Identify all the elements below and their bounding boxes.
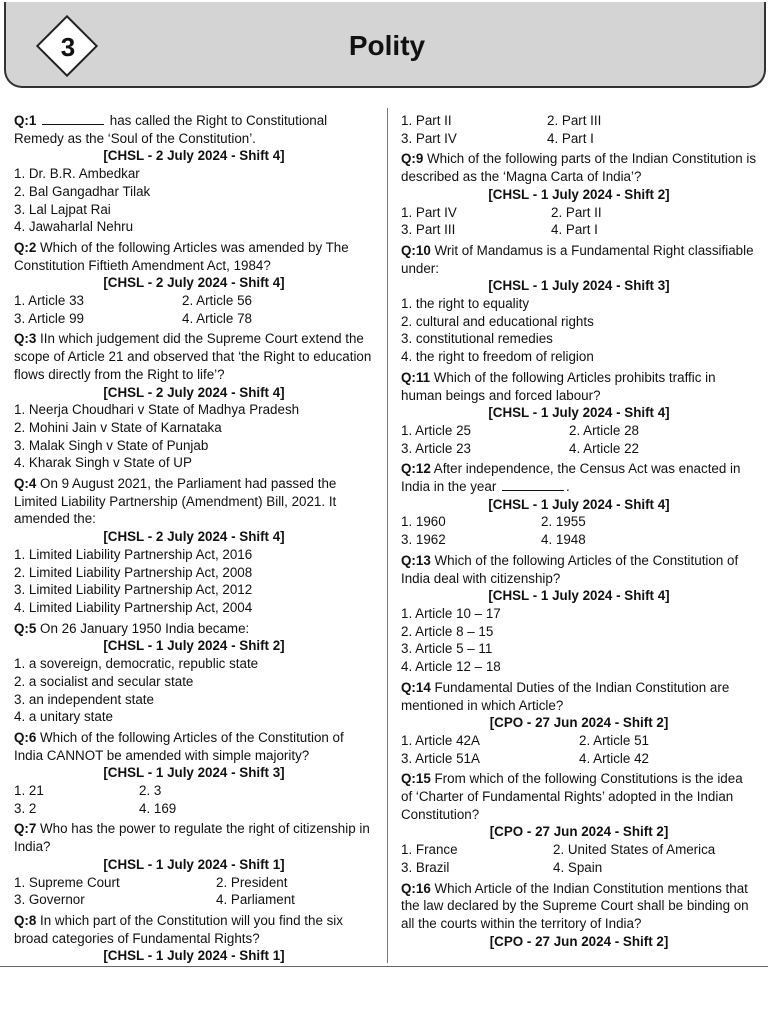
option-row	[401, 221, 757, 239]
exam-tag: [CHSL - 1 July 2024 - Shift 3]	[103, 765, 285, 781]
exam-tag: [CHSL - 2 July 2024 - Shift 4]	[103, 275, 285, 291]
answer-blank	[502, 481, 564, 491]
option: 1. the right to equality	[401, 296, 530, 312]
option: 3. 1962	[401, 532, 446, 548]
option: 3. Article 99	[14, 310, 84, 326]
question-text: Q:8 In which part of the Constitution will you find the six broad categories of Fundamental Rights?	[14, 912, 343, 946]
option: 2. Article 51	[579, 732, 649, 748]
exam-tag: [CHSL - 1 July 2024 - Shift 1]	[103, 856, 285, 872]
question-text: Q:14 Fundamental Duties of the Indian Constitution are mentioned in which Article?	[401, 679, 730, 713]
answer-blank	[42, 115, 104, 125]
option: 4. Article 42	[579, 750, 649, 766]
question-block	[401, 112, 757, 147]
question-number: Q:6	[14, 729, 37, 745]
question-block	[401, 770, 757, 876]
question-number: Q:4	[14, 476, 37, 492]
question-text: Q:11 Which of the following Articles prohibits traffic in human beings and forced labour?	[401, 369, 716, 403]
option: 2. 1955	[541, 514, 586, 530]
option: 1. France	[401, 842, 458, 858]
option-row	[14, 782, 374, 800]
question-block	[401, 880, 757, 951]
question-text: Q:1 has called the Right to Constitutional Remedy as the ‘Soul of the Constitution’.	[14, 113, 328, 146]
question-block	[401, 552, 757, 676]
question-text: Q:16 Which Article of the Indian Constitution mentions that the law declared by the Supreme Court shall be binding on all the courts within the territory of India?	[401, 880, 749, 931]
option: 3. Malak Singh v State of Punjab	[14, 437, 209, 453]
option: 1. Dr. B.R. Ambedkar	[14, 166, 140, 182]
question-number: Q:1	[14, 113, 37, 128]
option: 2. Bal Gangadhar Tilak	[14, 183, 151, 199]
option-row	[401, 440, 757, 458]
option: 1. Article 25	[401, 422, 471, 438]
option: 2. Part III	[547, 113, 602, 128]
question-block	[401, 150, 757, 239]
option-row	[401, 732, 757, 750]
exam-tag: [CHSL - 1 July 2024 - Shift 3]	[488, 278, 670, 294]
question-block	[14, 620, 374, 726]
question-block	[14, 112, 374, 236]
option-row	[14, 874, 374, 892]
question-block	[14, 729, 374, 818]
option: 3. Governor	[14, 892, 85, 908]
option-row	[401, 531, 757, 549]
question-text: Q:10 Writ of Mandamus is a Fundamental Right classifiable under:	[401, 242, 754, 276]
option: 4. Article 12 – 18	[401, 659, 501, 675]
exam-tag: [CHSL - 1 July 2024 - Shift 1]	[103, 948, 285, 964]
question-text: Q:6 Which of the following Articles of the Constitution of India CANNOT be amended with simple majority?	[14, 729, 344, 763]
exam-tag: [CHSL - 2 July 2024 - Shift 4]	[103, 529, 285, 545]
question-number: Q:11	[401, 369, 431, 385]
option: 4. Part I	[547, 130, 594, 146]
exam-tag: [CHSL - 2 July 2024 - Shift 4]	[103, 148, 285, 164]
question-block	[401, 460, 757, 549]
column-divider	[387, 108, 388, 963]
option: 4. Parliament	[216, 892, 295, 908]
exam-tag: [CHSL - 2 July 2024 - Shift 4]	[103, 384, 285, 400]
option: 2. United States of America	[553, 842, 716, 858]
option: 3. Lal Lajpat Rai	[14, 201, 111, 217]
question-number: Q:3	[14, 331, 37, 347]
question-block	[14, 239, 374, 328]
question-block	[14, 820, 374, 909]
option: 2. Limited Liability Partnership Act, 2008	[14, 564, 253, 580]
option-row	[14, 891, 374, 909]
question-block	[14, 330, 374, 472]
question-text: Q:13 Which of the following Articles of the Constitution of India deal with citizenship?	[401, 552, 739, 586]
exam-tag: [CHSL - 1 July 2024 - Shift 4]	[488, 405, 670, 421]
option-row	[401, 859, 757, 877]
question-number: Q:8	[14, 912, 37, 928]
option: 1. Part II	[401, 113, 452, 128]
option: 4. Limited Liability Partnership Act, 2004	[14, 599, 253, 615]
exam-tag: [CHSL - 1 July 2024 - Shift 4]	[488, 588, 670, 604]
option-row	[401, 841, 757, 859]
question-text: Q:15 From which of the following Constitutions is the idea of ‘Charter of Fundamental Rights’ adopted in the Indian Constitution?	[401, 771, 743, 822]
question-number: Q:5	[14, 620, 37, 636]
question-number: Q:16	[401, 880, 431, 896]
option: 4. Part I	[551, 222, 598, 238]
option: 3. Limited Liability Partnership Act, 2012	[14, 582, 253, 598]
option: 2. Article 28	[569, 422, 639, 438]
chapter-number: 3	[60, 32, 76, 62]
option: 4. Jawaharlal Nehru	[14, 219, 134, 235]
chapter-title: Polity	[348, 30, 426, 61]
option: 4. Spain	[553, 859, 603, 875]
option: 4. Kharak Singh v State of UP	[14, 455, 192, 471]
option: 1. Article 10 – 17	[401, 605, 501, 621]
question-text: Q:7 Who has the power to regulate the right of citizenship in India?	[14, 821, 370, 855]
option: 1. Neerja Choudhari v State of Madhya Pradesh	[14, 402, 300, 418]
option: 1. Article 33	[14, 293, 84, 309]
option-row	[14, 310, 374, 328]
option: 1. 21	[14, 783, 44, 799]
question-number: Q:12	[401, 461, 431, 477]
option: 1. 1960	[401, 514, 446, 530]
exam-tag: [CPO - 27 Jun 2024 - Shift 2]	[489, 824, 669, 840]
question-number: Q:15	[401, 771, 431, 787]
option-row	[401, 422, 757, 440]
option-row	[14, 292, 374, 310]
option: 4. a unitary state	[14, 709, 113, 725]
option: 3. an independent state	[14, 691, 154, 707]
option: 4. 1948	[541, 532, 586, 548]
question-block	[14, 912, 374, 965]
option: 3. Part IV	[401, 130, 457, 146]
question-number: Q:2	[14, 239, 37, 255]
question-text: Q:9 Which of the following parts of the Indian Constitution is described as the ‘Magna Carta of India’?	[401, 151, 757, 185]
question-text: Q:4 On 9 August 2021, the Parliament had passed the Limited Liability Partnership (Amendment) Bill, 2021. It amended the:	[14, 476, 337, 527]
option: 2. 3	[139, 783, 162, 799]
question-number: Q:14	[401, 679, 431, 695]
question-block	[14, 475, 374, 617]
option-row	[401, 130, 757, 148]
option: 2. Article 8 – 15	[401, 623, 494, 639]
question-block	[401, 242, 757, 366]
option: 2. Part II	[551, 204, 602, 220]
question-number: Q:9	[401, 151, 424, 167]
question-block	[401, 679, 757, 768]
option: 2. President	[216, 874, 288, 890]
page-bottom-rule	[0, 966, 768, 967]
exam-tag: [CHSL - 1 July 2024 - Shift 2]	[103, 638, 285, 654]
option-row	[14, 800, 374, 818]
question-text: Q:3 IIn which judgement did the Supreme Court extend the scope of Article 21 and observed that ‘the Right to education flows directly from the Right to life’?	[14, 331, 372, 382]
option: 2. Mohini Jain v State of Karnataka	[14, 419, 222, 435]
question-text: Q:12 After independence, the Census Act was enacted in India in the year .	[401, 461, 741, 495]
option: 4. Article 22	[569, 440, 639, 456]
option: 4. the right to freedom of religion	[401, 349, 594, 365]
option-row	[401, 112, 757, 130]
option: 2. Article 56	[182, 293, 252, 309]
option: 2. a socialist and secular state	[14, 673, 194, 689]
option-row	[401, 750, 757, 768]
option: 3. Article 5 – 11	[401, 641, 493, 657]
option: 1. Article 42A	[401, 732, 480, 748]
option: 3. 2	[14, 800, 37, 816]
chapter-header	[4, 2, 766, 88]
option: 1. Limited Liability Partnership Act, 2016	[14, 546, 253, 562]
question-number: Q:13	[401, 552, 431, 568]
option: 3. constitutional remedies	[401, 331, 553, 347]
option: 3. Article 51A	[401, 750, 480, 766]
option: 4. Article 78	[182, 310, 252, 326]
question-number: Q:7	[14, 821, 37, 837]
left-column	[14, 112, 374, 968]
option: 3. Part III	[401, 222, 456, 238]
question-block	[401, 369, 757, 458]
option: 1. Supreme Court	[14, 874, 120, 890]
exam-tag: [CPO - 27 Jun 2024 - Shift 2]	[489, 715, 669, 731]
option: 3. Article 23	[401, 440, 471, 456]
question-number: Q:10	[401, 242, 431, 258]
option: 1. Part IV	[401, 204, 457, 220]
option-row	[401, 513, 757, 531]
question-text: Q:2 Which of the following Articles was amended by The Constitution Fiftieth Amendment Act, 1984?	[14, 239, 349, 273]
option: 2. cultural and educational rights	[401, 313, 594, 329]
question-text: Q:5 On 26 January 1950 India became:	[14, 620, 250, 636]
exam-tag: [CHSL - 1 July 2024 - Shift 4]	[488, 496, 670, 512]
option: 1. a sovereign, democratic, republic state	[14, 656, 259, 672]
exam-tag: [CPO - 27 Jun 2024 - Shift 2]	[489, 933, 669, 949]
option-row	[401, 204, 757, 222]
option: 3. Brazil	[401, 859, 450, 875]
right-column	[401, 112, 757, 953]
exam-tag: [CHSL - 1 July 2024 - Shift 2]	[488, 186, 670, 202]
option: 4. 169	[139, 800, 177, 816]
